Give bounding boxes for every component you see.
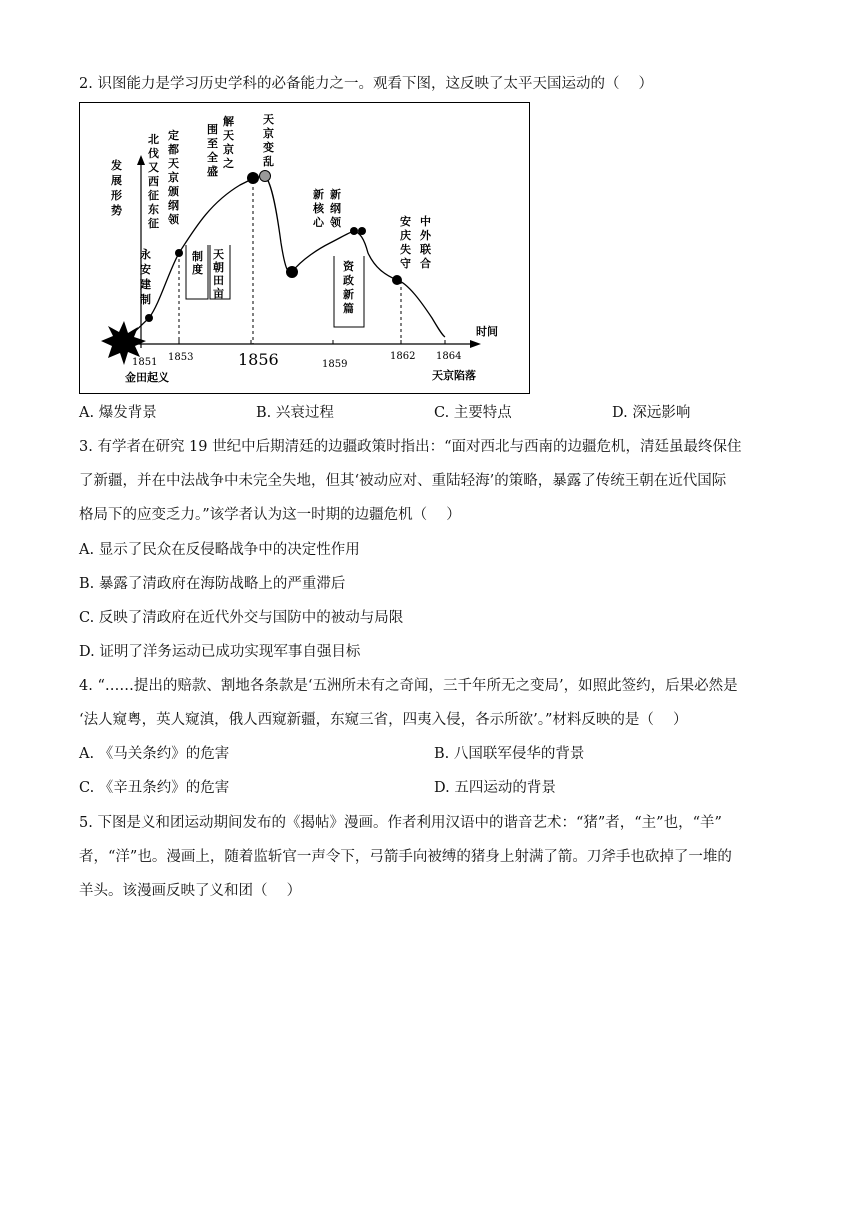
label-jiewei-col2: 围至全盛	[207, 123, 218, 178]
point-tianjing-bianluan	[260, 171, 271, 182]
q4-option-a[interactable]: A. 《马关条约》的危害	[79, 746, 230, 762]
q2-stem: 2. 识图能力是学习历史学科的必备能力之一。观看下图，这反映了太平天国运动的（ ）	[79, 76, 654, 92]
point-anqing	[392, 275, 402, 285]
q3-line-2: 了新疆，并在中法战争中未完全失地，但其‘被动应对、重陆轻海’的策略，暴露了传统王朝在近代国际	[79, 473, 727, 489]
q3-option-b[interactable]: B. 暴露了清政府在海防战略上的严重滞后	[79, 576, 346, 592]
q3-option-d[interactable]: D. 证明了洋务运动已成功实现军事自强目标	[79, 644, 361, 660]
q2-option-c[interactable]: C. 主要特点	[434, 405, 512, 421]
point-xingang-1	[350, 227, 358, 235]
q2-option-b[interactable]: B. 兴衰过程	[256, 405, 334, 421]
label-tianchao-col2: 制度	[192, 250, 203, 276]
tick-1853: 1853	[168, 352, 194, 363]
y-axis-label-vertical: 发展形势	[111, 159, 122, 217]
q2-option-d[interactable]: D. 深远影响	[612, 405, 691, 421]
q4-line-1: 4. “……提出的赔款、割地各条款是‘五洲所未有之奇闻，三千年所无之变局’，如照此签约，后果必然是	[79, 678, 738, 694]
label-anqing-shishou: 安庆失守	[400, 215, 411, 270]
taiping-trend-figure	[79, 102, 530, 394]
label-xin-gangling: 新纲领	[330, 188, 341, 229]
q3-option-a[interactable]: A. 显示了民众在反侵略战争中的决定性作用	[79, 542, 360, 558]
q4-option-d[interactable]: D. 五四运动的背景	[434, 780, 556, 796]
label-yongan-jianzhi: 永安建制	[140, 248, 151, 306]
q3-line-3: 格局下的应变乏力。”该学者认为这一时期的边疆危机（ ）	[79, 507, 461, 523]
point-low	[286, 266, 298, 278]
q5-line-3: 羊头。该漫画反映了义和团（ ）	[79, 883, 302, 899]
y-axis-arrow	[137, 155, 145, 165]
q4-option-b[interactable]: B. 八国联军侵华的背景	[434, 746, 585, 762]
point-dingdu	[175, 249, 183, 257]
q4-option-c[interactable]: C. 《辛丑条约》的危害	[79, 780, 230, 796]
tick-1851: 1851	[132, 357, 158, 368]
q3-option-c[interactable]: C. 反映了清政府在近代外交与国防中的被动与局限	[79, 610, 404, 626]
q5-line-2: 者，“洋”也。漫画上，随着监斩官一声令下，弓箭手向被缚的猪身上射满了箭。刀斧手也砍掉了一堆的	[79, 849, 732, 865]
tick-1864: 1864	[436, 351, 462, 362]
label-tianjing-xianluo: 天京陷落	[432, 369, 476, 382]
label-tianjing-bianluan: 天京变乱	[263, 113, 274, 168]
x-axis-arrow	[470, 340, 481, 348]
label-jiewei-col1: 解天京之	[223, 115, 234, 170]
q4-line-2: ‘法人窥粤，英人窥滇，俄人西窥新疆，东窥三省，四夷入侵，各示所欲’。”材料反映的是（ ）	[79, 712, 688, 728]
label-dingdu-tianjing: 定都天京颁纲领	[168, 129, 179, 226]
trend-diagram	[80, 103, 531, 395]
label-jintian-qiyi: 金田起义	[125, 371, 169, 384]
point-yongan	[145, 314, 153, 322]
tick-1859: 1859	[322, 359, 348, 370]
label-tianchao-col1: 天朝田亩	[213, 248, 224, 300]
label-xin-hexin: 新核心	[313, 188, 324, 229]
tick-1856: 1856	[238, 350, 279, 369]
q2-option-a[interactable]: A. 爆发背景	[79, 405, 157, 421]
tick-1862: 1862	[390, 351, 416, 362]
x-axis-label: 时间	[476, 325, 498, 338]
q3-line-1: 3. 有学者在研究 19 世纪中后期清廷的边疆政策时指出：“面对西北与西南的边疆危机，清廷虽最终保住	[79, 439, 742, 455]
q5-line-1: 5. 下图是义和团运动期间发布的《揭帖》漫画。作者利用汉语中的谐音艺术：“猪”者，“主”也，“羊”	[79, 815, 722, 831]
point-peak	[247, 172, 259, 184]
point-xingang-2	[358, 227, 366, 235]
label-zizheng-xinpian: 资政新篇	[343, 260, 354, 315]
label-zhongwai-lianhe: 中外联合	[420, 215, 431, 270]
label-beifa-xizheng: 北伐又西征东征	[148, 133, 159, 230]
